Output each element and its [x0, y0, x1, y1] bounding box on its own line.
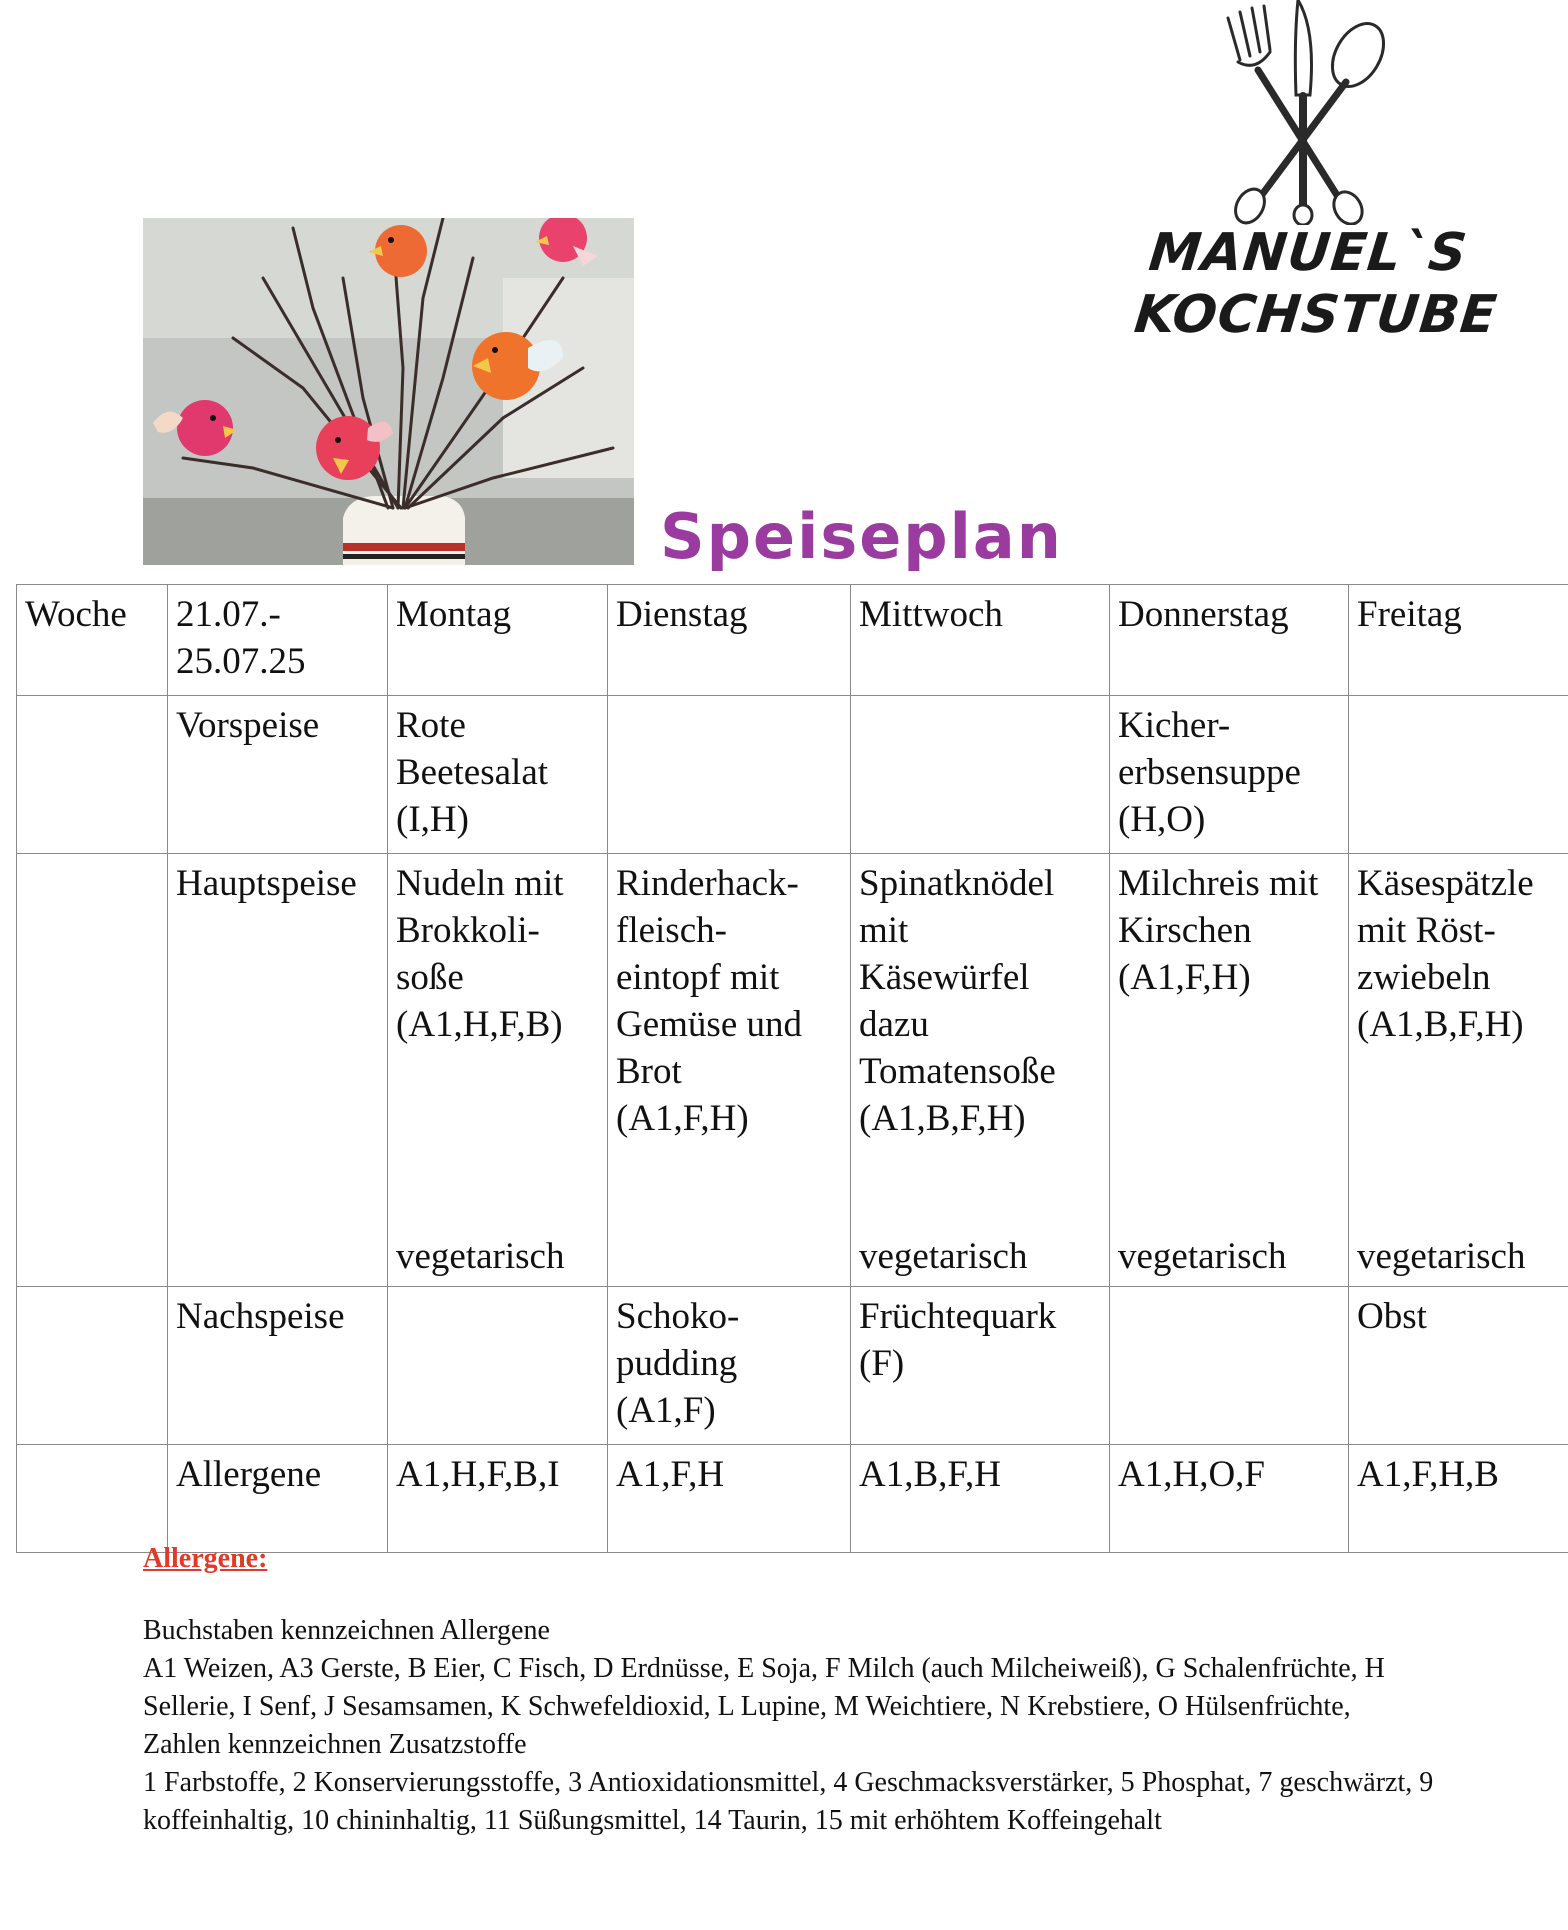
- vorspeise-donnerstag: Kicher- erbsensuppe (H,O): [1110, 696, 1349, 854]
- row-label-hauptspeise: Hauptspeise: [168, 854, 388, 1287]
- vegetarian-label: vegetarisch: [1357, 1236, 1526, 1277]
- day-header-dienstag: Dienstag: [608, 585, 851, 696]
- legend-heading: Allergene:: [143, 1543, 268, 1574]
- vegetarian-label: vegetarisch: [859, 1236, 1028, 1277]
- allergene-montag: A1,H,F,B,I: [388, 1445, 608, 1553]
- empty-cell: [17, 1287, 168, 1445]
- logo-line-2: KOCHSTUBE: [1131, 285, 1501, 345]
- logo-line-1: MANUEL`S: [1146, 223, 1471, 283]
- hauptspeise-donnerstag: [1110, 854, 1349, 1287]
- day-header-freitag: Freitag: [1349, 585, 1568, 696]
- nachspeise-dienstag: Schoko- pudding (A1,F): [608, 1287, 851, 1445]
- table-row-hauptspeise: [17, 854, 1568, 1287]
- day-header-donnerstag: Donnerstag: [1110, 585, 1349, 696]
- dish-text: Spinatknödel mit Käsewürfel dazu Tomatensoße (A1,B,F,H): [859, 863, 1056, 1139]
- vegetarian-label: vegetarisch: [396, 1236, 565, 1277]
- dish-text: Käsespätzle mit Röst- zwiebeln (A1,B,F,H): [1357, 863, 1534, 1045]
- table-row-allergene: [17, 1445, 1568, 1553]
- nachspeise-montag: [388, 1287, 608, 1445]
- easter-branch-photo: [143, 218, 634, 565]
- nachspeise-mittwoch: Früchtequark (F): [851, 1287, 1110, 1445]
- day-header-mittwoch: Mittwoch: [851, 585, 1110, 696]
- dish-text: Milchreis mit Kirschen (A1,F,H): [1118, 863, 1319, 998]
- date-range: 21.07.- 25.07.25: [168, 585, 388, 696]
- nachspeise-donnerstag: [1110, 1287, 1349, 1445]
- row-label-allergene: Allergene: [168, 1445, 388, 1553]
- page-title: Speiseplan: [660, 500, 1063, 573]
- woche-label: Woche: [17, 585, 168, 696]
- vorspeise-mittwoch: [851, 696, 1110, 854]
- vegetarian-label: vegetarisch: [1118, 1236, 1287, 1277]
- table-header-row: [17, 585, 1568, 696]
- dish-text: Nudeln mit Brokkoli- soße (A1,H,F,B): [396, 863, 564, 1045]
- hauptspeise-dienstag: [608, 854, 851, 1287]
- table-row-nachspeise: [17, 1287, 1568, 1445]
- dish-text: Rinderhack- fleisch- eintopf mit Gemüse und Brot (A1,F,H): [616, 863, 802, 1139]
- legend-line: Buchstaben kennzeichnen Allergene: [143, 1615, 550, 1646]
- vorspeise-freitag: [1349, 696, 1568, 854]
- empty-cell: [17, 854, 168, 1287]
- fork-knife-spoon-icon: [1200, 0, 1400, 225]
- table-row-vorspeise: [17, 696, 1568, 854]
- empty-cell: [17, 696, 168, 854]
- legend-line: 1 Farbstoffe, 2 Konservierungsstoffe, 3 Antioxidationsmittel, 4 Geschmacksverstärker, 5 Phosphat, 7 geschwärzt, 9 koffeinhaltig, 10 chininhaltig, 11 Süßungsmittel, 14 Taurin, 15 mit erhöhtem Koffeingehalt: [143, 1767, 1434, 1836]
- hauptspeise-freitag: [1349, 854, 1568, 1287]
- row-label-nachspeise: Nachspeise: [168, 1287, 388, 1445]
- menu-table: [16, 584, 1568, 1553]
- hauptspeise-montag: [388, 854, 608, 1287]
- hauptspeise-mittwoch: [851, 854, 1110, 1287]
- day-header-montag: Montag: [388, 585, 608, 696]
- allergen-legend: [143, 1540, 1443, 1840]
- legend-line: A1 Weizen, A3 Gerste, B Eier, C Fisch, D Erdnüsse, E Soja, F Milch (auch Milcheiweiß), G Schalenfrüchte, H Sellerie, I Senf, J Sesamsamen, K Schwefeldioxid, L Lupine, M Weichtiere, N Krebstiere, O Hülsenfrüchte,: [143, 1653, 1385, 1722]
- allergene-donnerstag: A1,H,O,F: [1110, 1445, 1349, 1553]
- allergene-freitag: A1,F,H,B: [1349, 1445, 1568, 1553]
- allergene-dienstag: A1,F,H: [608, 1445, 851, 1553]
- vorspeise-dienstag: [608, 696, 851, 854]
- legend-line: Zahlen kennzeichnen Zusatzstoffe: [143, 1729, 527, 1760]
- logo-text: [1131, 222, 1501, 346]
- vorspeise-montag: Rote Beetesalat (I,H): [388, 696, 608, 854]
- allergene-mittwoch: A1,B,F,H: [851, 1445, 1110, 1553]
- nachspeise-freitag: Obst: [1349, 1287, 1568, 1445]
- manuels-kochstube-logo: [1131, 0, 1501, 360]
- empty-cell: [17, 1445, 168, 1553]
- row-label-vorspeise: Vorspeise: [168, 696, 388, 854]
